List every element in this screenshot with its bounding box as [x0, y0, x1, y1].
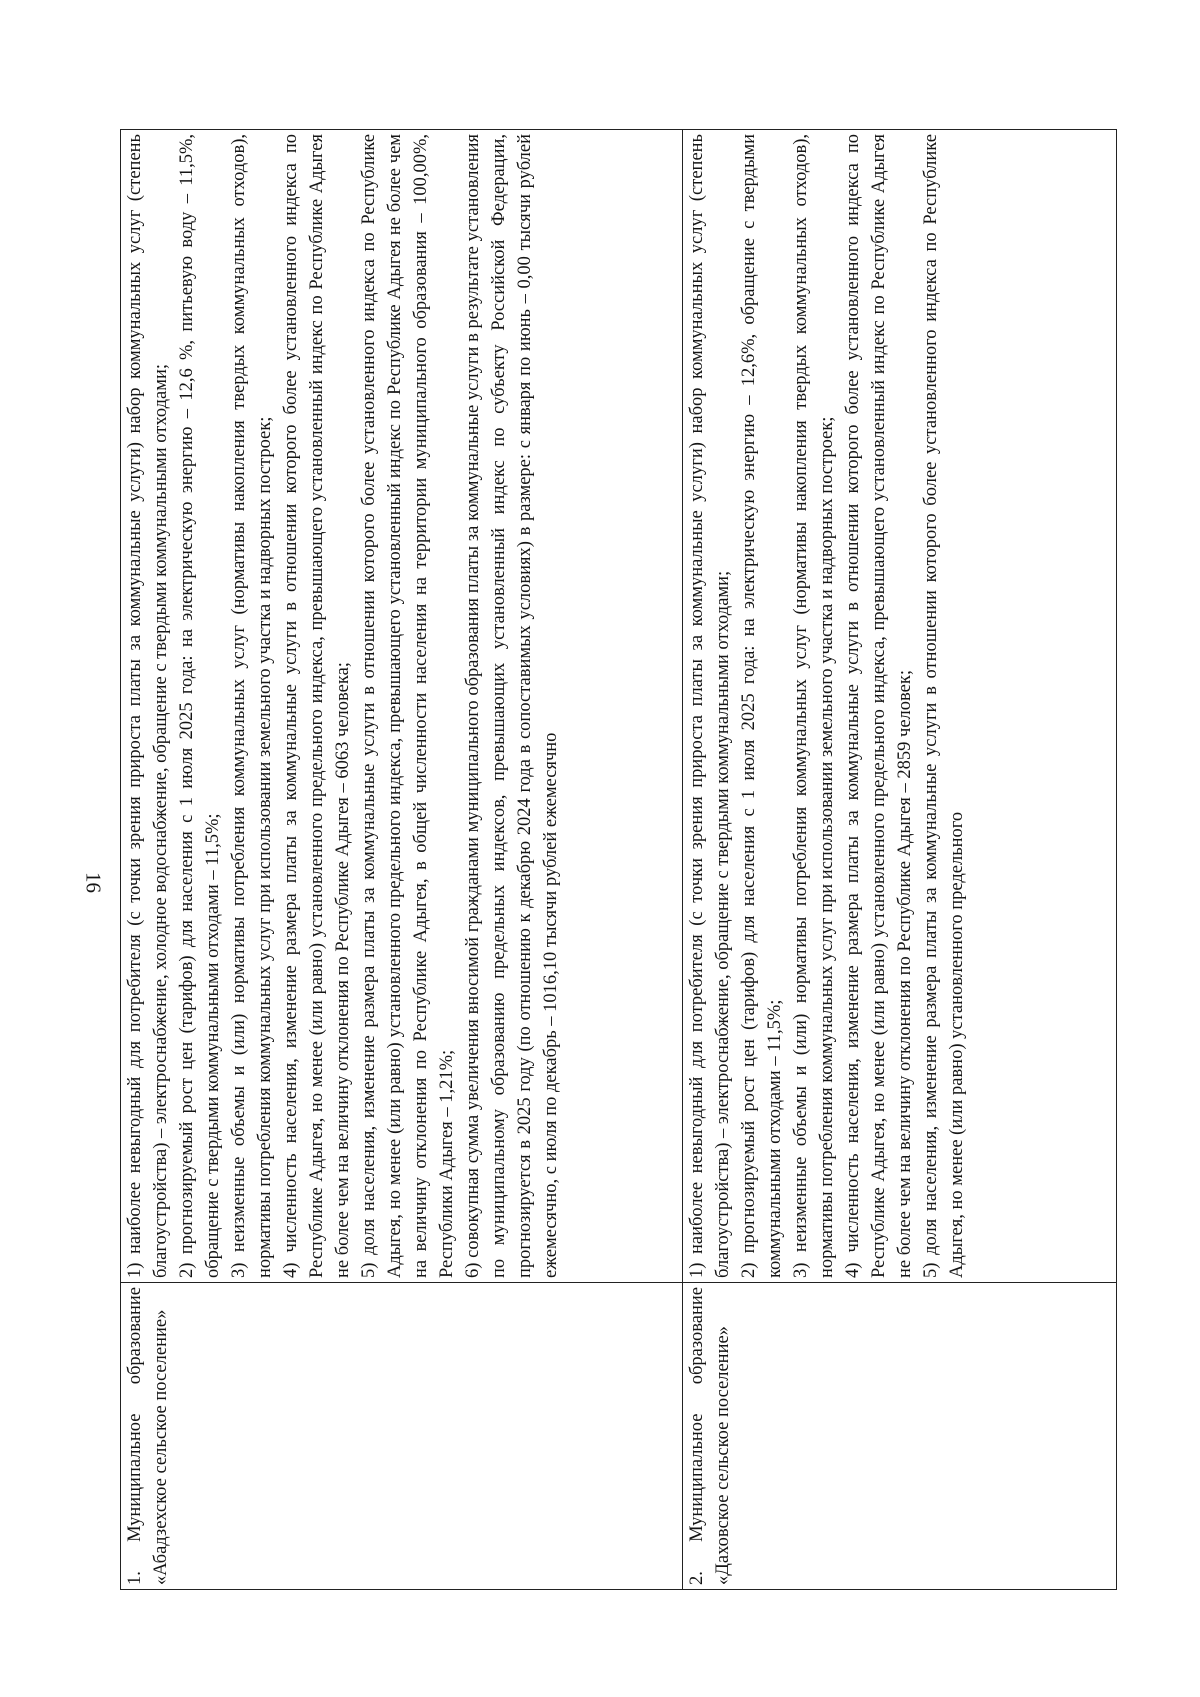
conditions-cell — [121, 130, 683, 1283]
municipality-name: 1. Муниципальное образование «Абадзехское сельское поселение» — [125, 1287, 171, 1585]
condition-item: 2) прогнозируемый рост цен (тарифов) для населения с 1 июля 2025 года: на электрическую энергию – 12,6 %, питьевую воду – 11,5%, обращение с твердыми коммунальными отходами – 11,5%; — [177, 134, 223, 1278]
condition-item: 1) наиболее невыгодный для потребителя (с точки зрения прироста платы за коммунальные услуги) набор коммунальных услуг (степень благоустройства) – электроснабжение, обращение с твердыми коммунальными отходами; — [687, 134, 733, 1278]
condition-item: 1) наиболее невыгодный для потребителя (с точки зрения прироста платы за коммунальные услуги) набор коммунальных услуг (степень благоустройства) – электроснабжение, холодное водоснабжение, обращение с твердыми коммунальными отходами; — [125, 134, 171, 1278]
municipal-table — [120, 129, 1117, 1590]
municipality-name: 2. Муниципальное образование «Даховское сельское поселение» — [687, 1287, 733, 1585]
municipality-cell — [683, 1283, 1117, 1590]
condition-item: 6) совокупная сумма увеличения вносимой гражданами муниципального образования платы за коммунальные услуги в результате установления по муниципальному образованию предельных индексов, превышающих установленный индекс по субъекту Российской Федерации, прогнозируется в 2025 году (по отношению к декабрю 2024 года в сопоставимых условиях) в размере: с января по июнь – 0,00 тысячи рублей ежемесячно, с июля по декабрь – 1016,10 тысячи рублей ежемесячно — [463, 134, 561, 1278]
condition-item: 5) доля населения, изменение размера платы за коммунальные услуги в отношении которого более установленного индекса по Республике Адыгея, но менее (или равно) установленного предельного индекса, превышающего установленный индекс по Республике Адыгея не более чем на величину отклонения по Республике Адыгея, в общей численности населения на территории муниципального образования – 100,00%, Республики Адыгея – 1,21%; — [359, 134, 457, 1278]
municipality-cell — [121, 1283, 683, 1590]
condition-item: 4) численность населения, изменение размера платы за коммунальные услуги в отношении которого более установленного индекса по Республике Адыгея, но менее (или равно) установленного предельного индекса, превышающего установленный индекс по Республике Адыгея не более чем на величину отклонения по Республике Адыгея – 6063 человека; — [281, 134, 353, 1278]
condition-item: 5) доля населения, изменение размера платы за коммунальные услуги в отношении которого более установленного индекса по Республике Адыгея, но менее (или равно) установленного предельного — [921, 134, 967, 1278]
condition-item: 2) прогнозируемый рост цен (тарифов) для населения с 1 июля 2025 года: на электрическую энергию – 12,6%, обращение с твердыми коммунальными отходами – 11,5%; — [739, 134, 785, 1278]
table-row — [683, 130, 1117, 1590]
condition-item: 3) неизменные объемы и (или) нормативы потребления коммунальных услуг (нормативы накопления твердых коммунальных отходов), нормативы потребления коммунальных услуг при использовании земельного участка и надворных построек; — [229, 134, 275, 1278]
condition-item: 4) численность населения, изменение размера платы за коммунальные услуги в отношении которого более установленного индекса по Республике Адыгея, но менее (или равно) установленного предельного индекса, превышающего установленный индекс по Республике Адыгея не более чем на величину отклонения по Республике Адыгея – 2859 человек; — [843, 134, 915, 1278]
condition-item: 3) неизменные объемы и (или) нормативы потребления коммунальных услуг (нормативы накопления твердых коммунальных отходов), нормативы потребления коммунальных услуг при использовании земельного участка и надворных построек; — [791, 134, 837, 1278]
rotated-page-content — [120, 130, 1120, 1590]
table-row — [121, 130, 683, 1590]
conditions-text-clip — [684, 134, 1090, 1278]
conditions-cell — [683, 130, 1117, 1283]
page-number: 16 — [81, 872, 106, 893]
